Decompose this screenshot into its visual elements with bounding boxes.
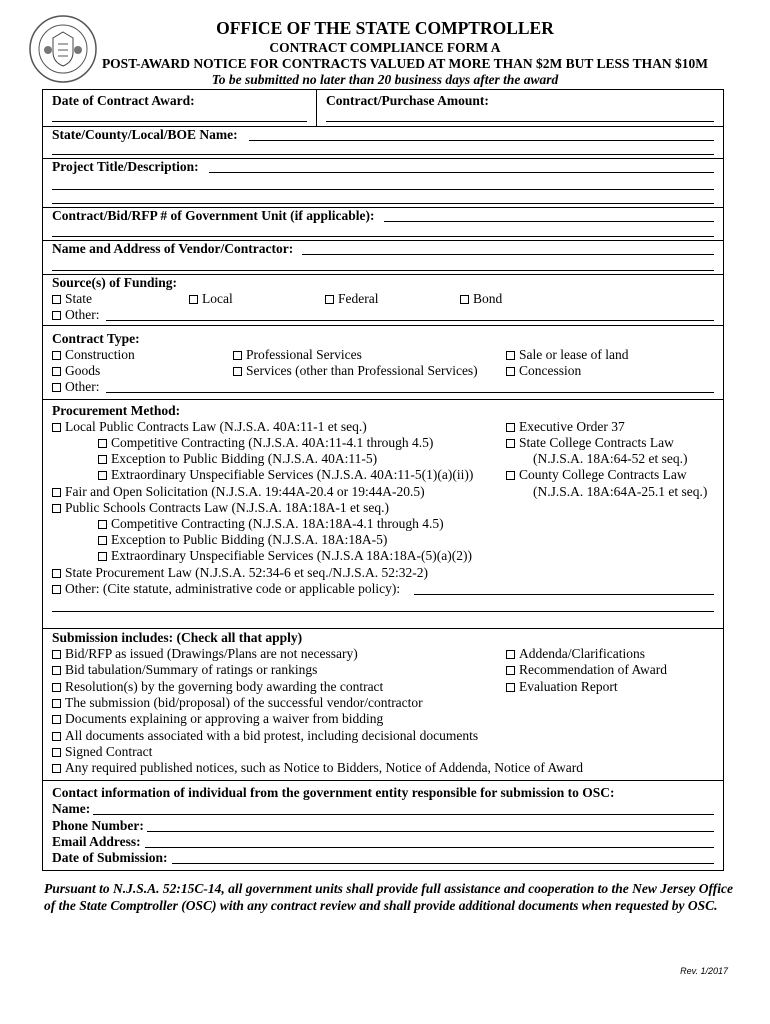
project-field-line2[interactable] xyxy=(52,189,714,190)
vendor-field[interactable] xyxy=(302,254,714,255)
checkbox-icon xyxy=(52,488,61,497)
checkbox-icon xyxy=(52,650,61,659)
type-professional-services-checkbox[interactable]: Professional Services xyxy=(233,347,362,363)
form-box xyxy=(42,89,724,871)
funding-other-checkbox[interactable]: Other: xyxy=(52,307,100,323)
checkbox-icon xyxy=(98,439,107,448)
funding-federal-checkbox[interactable]: Federal xyxy=(325,291,378,307)
type-other-field[interactable] xyxy=(106,392,714,393)
type-services-checkbox[interactable]: Services (other than Professional Services) xyxy=(233,363,478,379)
checkbox-icon xyxy=(233,367,242,376)
checkbox-icon xyxy=(506,650,515,659)
project-label: Project Title/Description: xyxy=(52,159,199,174)
sub-waiver-docs-checkbox[interactable]: Documents explaining or approving a waiver from bidding xyxy=(52,711,383,727)
proc-schools-exception-checkbox[interactable]: Exception to Public Bidding (N.J.S.A. 18A:18A-5) xyxy=(98,532,387,548)
contact-name-field[interactable] xyxy=(93,814,714,815)
sub-vendor-submission-checkbox[interactable]: The submission (bid/proposal) of the successful vendor/contractor xyxy=(52,695,423,711)
checkbox-icon xyxy=(98,552,107,561)
checkbox-icon xyxy=(52,748,61,757)
sub-bid-protest-checkbox[interactable]: All documents associated with a bid protest, including decisional documents xyxy=(52,728,478,744)
entity-field-line2[interactable] xyxy=(52,154,714,155)
county-college-cite: (N.J.S.A. 18A:64A-25.1 et seq.) xyxy=(533,484,708,499)
checkbox-icon xyxy=(325,295,334,304)
funding-other-field[interactable] xyxy=(106,320,714,321)
checkbox-icon xyxy=(506,423,515,432)
contact-email-field[interactable] xyxy=(145,847,714,848)
checkbox-icon xyxy=(506,351,515,360)
amount-field[interactable] xyxy=(326,121,714,122)
checkbox-icon xyxy=(506,683,515,692)
checkbox-icon xyxy=(52,569,61,578)
contact-phone-field[interactable] xyxy=(147,831,714,832)
form-title: OFFICE OF THE STATE COMPTROLLER xyxy=(216,18,554,38)
checkbox-icon xyxy=(52,351,61,360)
proc-executive-order-checkbox[interactable]: Executive Order 37 xyxy=(506,419,625,435)
date-award-label: Date of Contract Award: xyxy=(52,93,195,108)
contract-number-label: Contract/Bid/RFP # of Government Unit (if applicable): xyxy=(52,208,375,223)
type-concession-checkbox[interactable]: Concession xyxy=(506,363,581,379)
sub-published-notices-checkbox[interactable]: Any required published notices, such as Notice to Bidders, Notice of Addenda, Notice of Award xyxy=(52,760,583,776)
checkbox-icon xyxy=(98,520,107,529)
contract-number-field[interactable] xyxy=(384,221,714,222)
project-field[interactable] xyxy=(209,172,714,173)
sub-addenda-checkbox[interactable]: Addenda/Clarifications xyxy=(506,646,645,662)
funding-bond-checkbox[interactable]: Bond xyxy=(460,291,502,307)
column-divider xyxy=(316,90,317,126)
proc-local-extraordinary-checkbox[interactable]: Extraordinary Unspecifiable Services (N.J.S.A. 40A:11-5(1)(a)(ii)) xyxy=(98,467,473,483)
entity-label: State/County/Local/BOE Name: xyxy=(52,127,238,142)
checkbox-icon xyxy=(98,536,107,545)
checkbox-icon xyxy=(233,351,242,360)
proc-schools-competitive-checkbox[interactable]: Competitive Contracting (N.J.S.A. 18A:18A-4.1 through 4.5) xyxy=(98,516,444,532)
form-instruction: To be submitted no later than 20 business days after the award xyxy=(211,72,559,87)
submission-label: Submission includes: (Check all that apply) xyxy=(52,630,303,645)
checkbox-icon xyxy=(98,455,107,464)
state-college-cite: (N.J.S.A. 18A:64-52 et seq.) xyxy=(533,451,688,466)
proc-schools-extraordinary-checkbox[interactable]: Extraordinary Unspecifiable Services (N.J.S.A 18A:18A-(5)(a)(2)) xyxy=(98,548,472,564)
contract-number-field-line2[interactable] xyxy=(52,236,714,237)
proc-schools-checkbox[interactable]: Public Schools Contracts Law (N.J.S.A. 18A:18A-1 et seq.) xyxy=(52,500,389,516)
sub-bid-tabulation-checkbox[interactable]: Bid tabulation/Summary of ratings or rankings xyxy=(52,662,317,678)
entity-field[interactable] xyxy=(249,140,714,141)
proc-fair-open-checkbox[interactable]: Fair and Open Solicitation (N.J.S.A. 19:44A-20.4 or 19:44A-20.5) xyxy=(52,484,425,500)
checkbox-icon xyxy=(52,732,61,741)
checkbox-icon xyxy=(52,311,61,320)
proc-other-checkbox[interactable]: Other: (Cite statute, administrative code or applicable policy): xyxy=(52,581,400,597)
form-subtitle: CONTRACT COMPLIANCE FORM A xyxy=(269,40,501,55)
date-award-field[interactable] xyxy=(52,121,307,122)
sub-resolution-checkbox[interactable]: Resolution(s) by the governing body awarding the contract xyxy=(52,679,383,695)
contact-label: Contact information of individual from the government entity responsible for submission to OSC: xyxy=(52,785,615,800)
checkbox-icon xyxy=(52,699,61,708)
type-goods-checkbox[interactable]: Goods xyxy=(52,363,100,379)
checkbox-icon xyxy=(52,383,61,392)
checkbox-icon xyxy=(98,471,107,480)
checkbox-icon xyxy=(52,715,61,724)
checkbox-icon xyxy=(506,471,515,480)
contact-phone-label: Phone Number: xyxy=(52,818,144,833)
vendor-field-line2[interactable] xyxy=(52,270,714,271)
sub-recommendation-checkbox[interactable]: Recommendation of Award xyxy=(506,662,667,678)
proc-local-exception-checkbox[interactable]: Exception to Public Bidding (N.J.S.A. 40A:11-5) xyxy=(98,451,377,467)
contact-date-field[interactable] xyxy=(172,863,714,864)
contact-date-label: Date of Submission: xyxy=(52,850,168,865)
proc-other-field-line2[interactable] xyxy=(52,611,714,612)
sub-signed-contract-checkbox[interactable]: Signed Contract xyxy=(52,744,152,760)
form-notice: POST-AWARD NOTICE FOR CONTRACTS VALUED AT MORE THAN $2M BUT LESS THAN $10M xyxy=(101,56,709,71)
proc-state-checkbox[interactable]: State Procurement Law (N.J.S.A. 52:34-6 et seq./N.J.S.A. 52:32-2) xyxy=(52,565,428,581)
checkbox-icon xyxy=(52,504,61,513)
procurement-label: Procurement Method: xyxy=(52,403,181,418)
sub-evaluation-report-checkbox[interactable]: Evaluation Report xyxy=(506,679,618,695)
checkbox-icon xyxy=(52,666,61,675)
checkbox-icon xyxy=(460,295,469,304)
sub-bid-rfp-checkbox[interactable]: Bid/RFP as issued (Drawings/Plans are not necessary) xyxy=(52,646,358,662)
amount-label: Contract/Purchase Amount: xyxy=(326,93,489,108)
proc-local-competitive-checkbox[interactable]: Competitive Contracting (N.J.S.A. 40A:11-4.1 through 4.5) xyxy=(98,435,433,451)
proc-local-checkbox[interactable]: Local Public Contracts Law (N.J.S.A. 40A:11-1 et seq.) xyxy=(52,419,367,435)
checkbox-icon xyxy=(52,423,61,432)
proc-county-college-checkbox[interactable]: County College Contracts Law xyxy=(506,467,687,483)
checkbox-icon xyxy=(506,666,515,675)
type-sale-lease-checkbox[interactable]: Sale or lease of land xyxy=(506,347,628,363)
checkbox-icon xyxy=(52,683,61,692)
contact-name-label: Name: xyxy=(52,801,91,816)
funding-local-checkbox[interactable]: Local xyxy=(189,291,233,307)
checkbox-icon xyxy=(52,367,61,376)
footer-statement: Pursuant to N.J.S.A. 52:15C-14, all government units shall provide full assistance and cooperation to the New Jersey Office of the State Comptroller (OSC) with any contract review and shall provide additional documents when requested by OSC. xyxy=(44,881,734,913)
checkbox-icon xyxy=(506,367,515,376)
checkbox-icon xyxy=(52,764,61,773)
vendor-label: Name and Address of Vendor/Contractor: xyxy=(52,241,294,256)
checkbox-icon xyxy=(506,439,515,448)
project-field-line3[interactable] xyxy=(52,203,714,204)
funding-label: Source(s) of Funding: xyxy=(52,275,178,290)
funding-state-checkbox[interactable]: State xyxy=(52,291,92,307)
proc-state-college-checkbox[interactable]: State College Contracts Law xyxy=(506,435,674,451)
type-construction-checkbox[interactable]: Construction xyxy=(52,347,135,363)
checkbox-icon xyxy=(52,295,61,304)
checkbox-icon xyxy=(189,295,198,304)
revision-label: Rev. 1/2017 xyxy=(680,966,728,976)
checkbox-icon xyxy=(52,585,61,594)
proc-other-field[interactable] xyxy=(414,594,714,595)
type-other-checkbox[interactable]: Other: xyxy=(52,379,100,395)
contact-email-label: Email Address: xyxy=(52,834,141,849)
contract-type-label: Contract Type: xyxy=(52,331,140,346)
